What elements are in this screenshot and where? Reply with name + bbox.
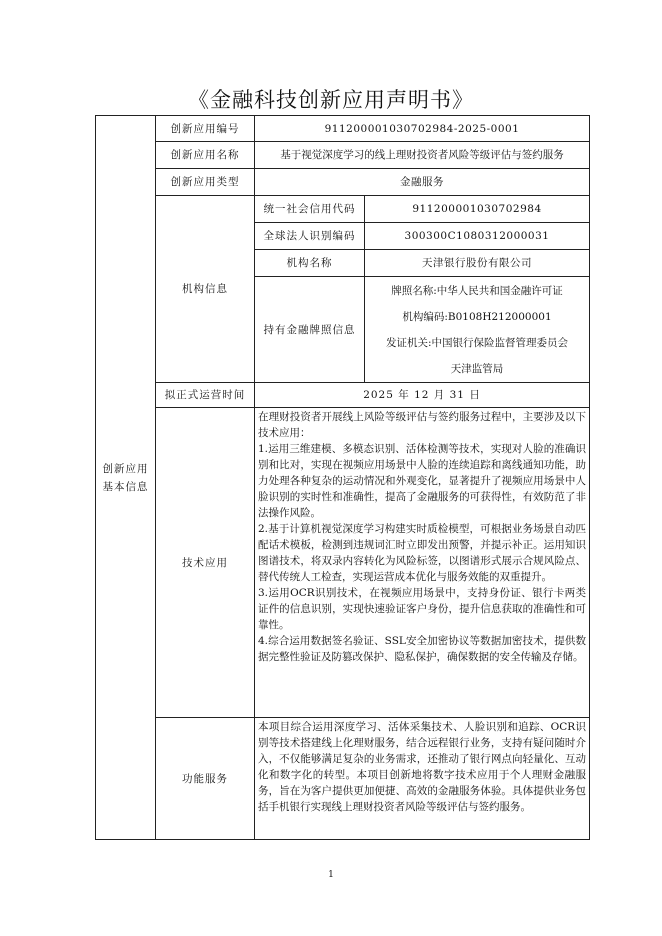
section-label-line1: 创新应用 xyxy=(102,462,149,475)
lei-value: 300300C1080312000031 xyxy=(365,223,590,250)
tech-paragraph: 1.运用三维建模、多模态识别、活体检测等技术，实现对人脸的准确识别和比对，实现在视频应用场景中人脸的连续追踪和离线通知功能，助力处理各种复杂的运动情况和外观变化，显著提升了视频应用场景中人脸识别的实时性和准确性，提高了金融服务的可获得性，有效防范了非法操作风险。 xyxy=(258,443,587,519)
row-app-name xyxy=(96,142,590,169)
row-service xyxy=(96,718,590,840)
license-line: 牌照名称:中华人民共和国金融许可证 xyxy=(391,284,563,297)
app-name-value: 基于视觉深度学习的线上理财投资者风险等级评估与签约服务 xyxy=(255,142,590,169)
launch-label: 拟正式运营时间 xyxy=(156,383,255,408)
row-launch xyxy=(96,383,590,408)
org-name-label: 机构名称 xyxy=(255,250,365,277)
app-no-label: 创新应用编号 xyxy=(156,116,255,142)
org-info-label: 机构信息 xyxy=(156,196,255,383)
license-line: 发证机关:中国银行保险监督管理委员会 xyxy=(385,336,569,349)
tech-label: 技术应用 xyxy=(156,408,255,718)
app-name-label: 创新应用名称 xyxy=(156,142,255,169)
document-title: 《金融科技创新应用声明书》 xyxy=(188,88,474,112)
page-number: 1 xyxy=(328,870,334,880)
declaration-table xyxy=(95,115,590,840)
app-type-value: 金融服务 xyxy=(255,169,590,196)
app-type-label: 创新应用类型 xyxy=(156,169,255,196)
org-name-value: 天津银行股份有限公司 xyxy=(365,250,590,277)
app-no-value: 911200001030702984-2025-0001 xyxy=(255,116,590,142)
section-label-line2: 基本信息 xyxy=(102,480,149,493)
row-credit-code xyxy=(96,196,590,223)
row-tech xyxy=(96,408,590,718)
tech-paragraph: 在理财投资者开展线上风险等级评估与签约服务过程中，主要涉及以下技术应用： xyxy=(258,411,587,439)
credit-code-value: 911200001030702984 xyxy=(365,196,590,223)
section-label xyxy=(96,116,156,840)
license-line: 天津监管局 xyxy=(450,362,504,375)
row-app-type xyxy=(96,169,590,196)
license-label: 持有金融牌照信息 xyxy=(255,277,365,383)
row-app-no xyxy=(96,116,590,142)
license-lines xyxy=(365,277,590,383)
license-line: 机构编码:B0108H212000001 xyxy=(402,310,552,323)
tech-paragraph: 2.基于计算机视觉深度学习构建实时质检模型，可根据业务场景自动匹配话术模板，检测到违规词汇时立即发出预警，并提示补正。运用知识图谱技术，将双录内容转化为风险标签，以图谱形式展示合规风险点、替代传统人工检查，实现运营成本优化与服务效能的双重提升。 xyxy=(258,523,587,583)
lei-label: 全球法人识别编码 xyxy=(255,223,365,250)
tech-paragraph: 3.运用OCR识别技术，在视频应用场景中，支持身份证、银行卡两类证件的信息识别，实现快速验证客户身份，提升信息获取的准确性和可靠性。 xyxy=(258,587,587,631)
tech-text xyxy=(255,408,590,718)
tech-paragraph: 4.综合运用数据签名验证、SSL安全加密协议等数据加密技术，提供数据完整性验证及防篡改保护、隐私保护，确保数据的安全传输及存储。 xyxy=(258,635,587,663)
launch-value: 2025 年 12 月 31 日 xyxy=(255,383,590,408)
service-label: 功能服务 xyxy=(156,718,255,840)
service-text: 本项目综合运用深度学习、活体采集技术、人脸识别和追踪、OCR识别等技术搭建线上化理财服务，结合远程银行业务，支持有疑问随时介入，不仅能够满足复杂的业务需求，还推动了银行网点向轻量化、互动化和数字化的转型。本项目创新地将数字技术应用于个人理财金融服务，旨在为客户提供更加便捷、高效的金融服务体验。具体提供业务包括手机银行实现线上理财投资者风险等级评估与签约服务。 xyxy=(255,718,590,840)
credit-code-label: 统一社会信用代码 xyxy=(255,196,365,223)
